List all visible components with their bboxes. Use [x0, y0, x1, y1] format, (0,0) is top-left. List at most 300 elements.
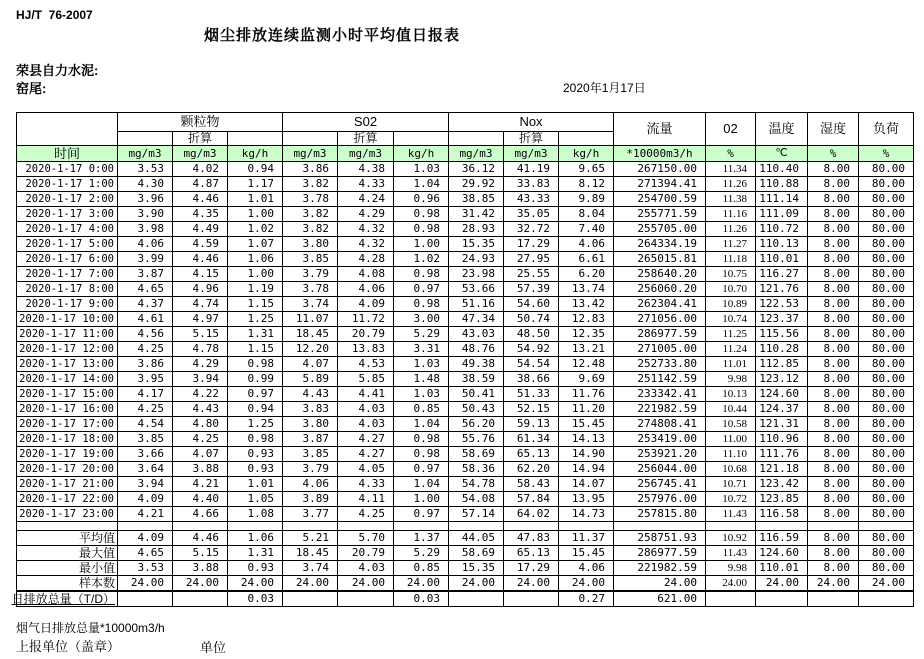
- value-cell: 116.59: [756, 531, 808, 546]
- report-title: 烟尘排放连续监测小时平均值日报表: [204, 27, 461, 44]
- value-cell: 14.13: [559, 432, 614, 447]
- value-cell: 32.72: [504, 222, 559, 237]
- value-cell: 80.00: [859, 387, 914, 402]
- value-cell: 1.00: [394, 492, 449, 507]
- unit-cell: mg/m3: [173, 146, 228, 162]
- value-cell: 4.54: [118, 417, 173, 432]
- value-cell: 3.94: [118, 477, 173, 492]
- value-cell: 80.00: [859, 192, 914, 207]
- value-cell: 0.97: [394, 462, 449, 477]
- value-cell: 4.25: [118, 342, 173, 357]
- value-cell: 4.29: [173, 357, 228, 372]
- data-row: [17, 327, 914, 342]
- value-cell: 1.25: [228, 417, 283, 432]
- value-cell: 1.05: [228, 492, 283, 507]
- value-cell: 4.65: [118, 546, 173, 561]
- value-cell: 31.42: [449, 207, 504, 222]
- col-humidity: 湿度: [808, 113, 859, 146]
- value-cell: 80.00: [859, 432, 914, 447]
- data-row: [17, 507, 914, 522]
- value-cell: 0.27: [559, 591, 614, 607]
- time-cell: 2020-1-17 2:00: [17, 192, 118, 207]
- value-cell: 11.00: [706, 432, 756, 447]
- time-cell: 2020-1-17 19:00: [17, 447, 118, 462]
- value-cell: 11.34: [706, 162, 756, 177]
- value-cell: 50.74: [504, 312, 559, 327]
- value-cell: 36.12: [449, 162, 504, 177]
- value-cell: 10.44: [706, 402, 756, 417]
- value-cell: 24.93: [449, 252, 504, 267]
- value-cell: 4.08: [338, 267, 394, 282]
- col-o2: 02: [706, 113, 756, 146]
- value-cell: 24.00: [394, 576, 449, 592]
- value-cell: 8.00: [808, 267, 859, 282]
- value-cell: 48.76: [449, 342, 504, 357]
- value-cell: 4.33: [338, 177, 394, 192]
- value-cell: 110.88: [756, 177, 808, 192]
- empty-cell: [283, 522, 338, 531]
- value-cell: 10.75: [706, 267, 756, 282]
- value-cell: 10.72: [706, 492, 756, 507]
- value-cell: 4.09: [118, 492, 173, 507]
- value-cell: 123.12: [756, 372, 808, 387]
- value-cell: 4.32: [338, 237, 394, 252]
- value-cell: 58.69: [449, 546, 504, 561]
- value-cell: 0.03: [394, 591, 449, 607]
- group-particulate: 颗粒物: [118, 113, 283, 132]
- header-group-row: [17, 113, 914, 132]
- value-cell: 5.89: [283, 372, 338, 387]
- value-cell: 4.21: [173, 477, 228, 492]
- value-cell: 35.05: [504, 207, 559, 222]
- value-cell: 8.00: [808, 342, 859, 357]
- time-cell: 2020-1-17 9:00: [17, 297, 118, 312]
- value-cell: 221982.59: [614, 402, 706, 417]
- value-cell: 3.64: [118, 462, 173, 477]
- data-row: [17, 402, 914, 417]
- value-cell: 123.85: [756, 492, 808, 507]
- value-cell: 256745.41: [614, 477, 706, 492]
- value-cell: 1.06: [228, 252, 283, 267]
- value-cell: 4.21: [118, 507, 173, 522]
- value-cell: 80.00: [859, 402, 914, 417]
- value-cell: 4.29: [338, 207, 394, 222]
- value-cell: [808, 591, 859, 607]
- value-cell: 1.15: [228, 297, 283, 312]
- value-cell: 54.92: [504, 342, 559, 357]
- value-cell: 4.35: [173, 207, 228, 222]
- value-cell: 3.88: [173, 561, 228, 576]
- value-cell: 3.80: [283, 237, 338, 252]
- value-cell: 110.96: [756, 432, 808, 447]
- value-cell: 18.45: [283, 546, 338, 561]
- value-cell: 1.06: [228, 531, 283, 546]
- value-cell: 61.34: [504, 432, 559, 447]
- value-cell: 50.41: [449, 387, 504, 402]
- value-cell: 80.00: [859, 477, 914, 492]
- value-cell: 14.94: [559, 462, 614, 477]
- value-cell: 4.53: [338, 357, 394, 372]
- value-cell: 4.25: [338, 507, 394, 522]
- value-cell: 11.20: [559, 402, 614, 417]
- empty-cell: [228, 522, 283, 531]
- time-cell: 2020-1-17 21:00: [17, 477, 118, 492]
- blank-row: [17, 522, 914, 531]
- value-cell: 3.82: [283, 222, 338, 237]
- value-cell: 4.46: [173, 192, 228, 207]
- time-cell: 2020-1-17 20:00: [17, 462, 118, 477]
- value-cell: 4.32: [338, 222, 394, 237]
- value-cell: 124.60: [756, 546, 808, 561]
- converted-label: 折算: [173, 132, 228, 146]
- value-cell: 0.98: [394, 432, 449, 447]
- value-cell: 4.33: [338, 477, 394, 492]
- value-cell: 11.38: [706, 192, 756, 207]
- value-cell: 3.88: [173, 462, 228, 477]
- value-cell: 0.98: [394, 447, 449, 462]
- value-cell: 13.74: [559, 282, 614, 297]
- value-cell: 110.40: [756, 162, 808, 177]
- value-cell: 80.00: [859, 342, 914, 357]
- value-cell: 62.20: [504, 462, 559, 477]
- value-cell: [173, 591, 228, 607]
- value-cell: 20.79: [338, 546, 394, 561]
- value-cell: 123.37: [756, 312, 808, 327]
- value-cell: 0.98: [394, 207, 449, 222]
- value-cell: 0.98: [394, 267, 449, 282]
- value-cell: 65.13: [504, 447, 559, 462]
- unit-cell: mg/m3: [449, 146, 504, 162]
- value-cell: 9.89: [559, 192, 614, 207]
- value-cell: 264334.19: [614, 237, 706, 252]
- summary-label: 最大值: [17, 546, 118, 561]
- value-cell: 3.85: [283, 447, 338, 462]
- value-cell: 258751.93: [614, 531, 706, 546]
- data-row: [17, 237, 914, 252]
- value-cell: 253419.00: [614, 432, 706, 447]
- value-cell: 3.87: [118, 267, 173, 282]
- value-cell: 4.06: [559, 237, 614, 252]
- data-row: [17, 282, 914, 297]
- value-cell: 10.13: [706, 387, 756, 402]
- value-cell: 3.94: [173, 372, 228, 387]
- value-cell: 3.53: [118, 162, 173, 177]
- value-cell: 262304.41: [614, 297, 706, 312]
- value-cell: 12.48: [559, 357, 614, 372]
- value-cell: 80.00: [859, 546, 914, 561]
- time-cell: 2020-1-17 5:00: [17, 237, 118, 252]
- data-row: [17, 312, 914, 327]
- value-cell: 271056.00: [614, 312, 706, 327]
- time-cell: 2020-1-17 16:00: [17, 402, 118, 417]
- data-row: [17, 387, 914, 402]
- value-cell: 14.73: [559, 507, 614, 522]
- value-cell: 13.21: [559, 342, 614, 357]
- value-cell: 6.20: [559, 267, 614, 282]
- value-cell: 4.30: [118, 177, 173, 192]
- value-cell: 8.00: [808, 312, 859, 327]
- value-cell: 3.90: [118, 207, 173, 222]
- value-cell: 58.69: [449, 447, 504, 462]
- unit-label: 单位: [200, 640, 227, 655]
- value-cell: 3.00: [394, 312, 449, 327]
- value-cell: 1.04: [394, 417, 449, 432]
- value-cell: 8.00: [808, 177, 859, 192]
- value-cell: 8.00: [808, 372, 859, 387]
- data-row: [17, 447, 914, 462]
- empty-cell: [756, 522, 808, 531]
- value-cell: 54.60: [504, 297, 559, 312]
- summary-row: [17, 546, 914, 561]
- value-cell: 0.94: [228, 402, 283, 417]
- value-cell: 52.15: [504, 402, 559, 417]
- value-cell: 1.31: [228, 327, 283, 342]
- value-cell: 4.03: [338, 402, 394, 417]
- value-cell: 7.40: [559, 222, 614, 237]
- data-row: [17, 222, 914, 237]
- value-cell: 8.00: [808, 561, 859, 576]
- value-cell: 3.87: [283, 432, 338, 447]
- value-cell: 1.25: [228, 312, 283, 327]
- value-cell: 3.86: [283, 162, 338, 177]
- value-cell: 110.01: [756, 561, 808, 576]
- value-cell: 24.00: [859, 576, 914, 592]
- daily-total-label-text: 日排放总量（T/D）: [11, 592, 115, 606]
- value-cell: 4.07: [173, 447, 228, 462]
- value-cell: 11.72: [338, 312, 394, 327]
- time-cell: 2020-1-17 11:00: [17, 327, 118, 342]
- value-cell: 8.00: [808, 402, 859, 417]
- value-cell: 4.09: [118, 531, 173, 546]
- value-cell: 0.98: [228, 432, 283, 447]
- value-cell: 38.66: [504, 372, 559, 387]
- data-row: [17, 177, 914, 192]
- empty-cell: [394, 132, 449, 146]
- value-cell: 80.00: [859, 561, 914, 576]
- empty-cell: [17, 522, 118, 531]
- value-cell: 110.72: [756, 222, 808, 237]
- value-cell: 4.11: [338, 492, 394, 507]
- empty-cell: [394, 522, 449, 531]
- data-row: [17, 207, 914, 222]
- value-cell: 9.98: [706, 372, 756, 387]
- empty-cell: [228, 132, 283, 146]
- value-cell: 258640.20: [614, 267, 706, 282]
- value-cell: 5.29: [394, 546, 449, 561]
- value-cell: 621.00: [614, 591, 706, 607]
- value-cell: 123.42: [756, 477, 808, 492]
- value-cell: 110.01: [756, 252, 808, 267]
- time-cell: 2020-1-17 17:00: [17, 417, 118, 432]
- value-cell: 8.00: [808, 207, 859, 222]
- value-cell: 3.74: [283, 561, 338, 576]
- empty-cell: [808, 522, 859, 531]
- value-cell: 1.19: [228, 282, 283, 297]
- value-cell: 0.03: [228, 591, 283, 607]
- value-cell: 8.00: [808, 546, 859, 561]
- value-cell: 11.10: [706, 447, 756, 462]
- value-cell: 3.66: [118, 447, 173, 462]
- summary-row: [17, 561, 914, 576]
- value-cell: 8.00: [808, 387, 859, 402]
- data-row: [17, 252, 914, 267]
- value-cell: 1.37: [394, 531, 449, 546]
- value-cell: 64.02: [504, 507, 559, 522]
- value-cell: 4.06: [338, 282, 394, 297]
- value-cell: [859, 591, 914, 607]
- value-cell: 0.97: [394, 282, 449, 297]
- value-cell: 8.00: [808, 417, 859, 432]
- value-cell: [283, 591, 338, 607]
- value-cell: 5.70: [338, 531, 394, 546]
- value-cell: 11.26: [706, 177, 756, 192]
- value-cell: 3.99: [118, 252, 173, 267]
- value-cell: 4.09: [338, 297, 394, 312]
- value-cell: 1.15: [228, 342, 283, 357]
- data-row: [17, 267, 914, 282]
- value-cell: 256044.00: [614, 462, 706, 477]
- value-cell: 4.43: [173, 402, 228, 417]
- value-cell: 116.27: [756, 267, 808, 282]
- value-cell: 0.98: [394, 222, 449, 237]
- value-cell: 3.53: [118, 561, 173, 576]
- unit-cell: kg/h: [228, 146, 283, 162]
- value-cell: 10.58: [706, 417, 756, 432]
- value-cell: 4.17: [118, 387, 173, 402]
- data-row: [17, 492, 914, 507]
- value-cell: 8.04: [559, 207, 614, 222]
- summary-row: [17, 576, 914, 592]
- value-cell: 17.29: [504, 237, 559, 252]
- value-cell: 11.26: [706, 222, 756, 237]
- value-cell: 49.38: [449, 357, 504, 372]
- value-cell: 56.20: [449, 417, 504, 432]
- value-cell: 24.00: [449, 576, 504, 592]
- value-cell: 5.29: [394, 327, 449, 342]
- time-cell: 2020-1-17 12:00: [17, 342, 118, 357]
- value-cell: 17.29: [504, 561, 559, 576]
- value-cell: 24.00: [228, 576, 283, 592]
- empty-cell: [559, 132, 614, 146]
- value-cell: 59.13: [504, 417, 559, 432]
- value-cell: 0.99: [228, 372, 283, 387]
- value-cell: 3.82: [283, 207, 338, 222]
- value-cell: 8.00: [808, 297, 859, 312]
- empty-cell: [338, 522, 394, 531]
- value-cell: 24.00: [283, 576, 338, 592]
- data-row: [17, 432, 914, 447]
- value-cell: 41.19: [504, 162, 559, 177]
- value-cell: 80.00: [859, 531, 914, 546]
- data-row: [17, 297, 914, 312]
- value-cell: 8.00: [808, 327, 859, 342]
- value-cell: 0.96: [394, 192, 449, 207]
- value-cell: 4.87: [173, 177, 228, 192]
- value-cell: 3.85: [118, 432, 173, 447]
- value-cell: 0.94: [228, 162, 283, 177]
- value-cell: 11.43: [706, 507, 756, 522]
- data-row: [17, 162, 914, 177]
- unit-cell: *10000m3/h: [614, 146, 706, 162]
- value-cell: 20.79: [338, 327, 394, 342]
- value-cell: 3.82: [283, 177, 338, 192]
- value-cell: 4.06: [283, 477, 338, 492]
- value-cell: 4.74: [173, 297, 228, 312]
- value-cell: 1.02: [228, 222, 283, 237]
- value-cell: 4.25: [173, 432, 228, 447]
- value-cell: 3.78: [283, 192, 338, 207]
- value-cell: 57.39: [504, 282, 559, 297]
- value-cell: 4.46: [173, 252, 228, 267]
- value-cell: 1.00: [228, 207, 283, 222]
- value-cell: 256060.20: [614, 282, 706, 297]
- value-cell: 15.45: [559, 546, 614, 561]
- table-body: [11, 162, 914, 607]
- value-cell: 3.79: [283, 267, 338, 282]
- value-cell: 4.05: [338, 462, 394, 477]
- value-cell: 1.17: [228, 177, 283, 192]
- value-cell: 4.25: [118, 402, 173, 417]
- value-cell: 8.00: [808, 531, 859, 546]
- value-cell: 80.00: [859, 357, 914, 372]
- value-cell: 3.79: [283, 462, 338, 477]
- value-cell: 47.34: [449, 312, 504, 327]
- time-cell: 2020-1-17 15:00: [17, 387, 118, 402]
- value-cell: 3.86: [118, 357, 173, 372]
- monitoring-site: 窑尾:: [16, 81, 47, 96]
- value-cell: 255771.59: [614, 207, 706, 222]
- value-cell: 4.06: [559, 561, 614, 576]
- value-cell: 24.00: [173, 576, 228, 592]
- corner-cell: [17, 113, 118, 146]
- value-cell: 271394.41: [614, 177, 706, 192]
- value-cell: [338, 591, 394, 607]
- value-cell: 8.00: [808, 192, 859, 207]
- value-cell: 24.00: [338, 576, 394, 592]
- value-cell: 55.76: [449, 432, 504, 447]
- value-cell: 4.38: [338, 162, 394, 177]
- value-cell: 4.03: [338, 417, 394, 432]
- time-cell: 2020-1-17 4:00: [17, 222, 118, 237]
- time-header: 时间: [17, 146, 118, 162]
- value-cell: 80.00: [859, 282, 914, 297]
- empty-cell: [118, 522, 173, 531]
- value-cell: 1.00: [394, 237, 449, 252]
- value-cell: 65.13: [504, 546, 559, 561]
- value-cell: 10.68: [706, 462, 756, 477]
- time-cell: 2020-1-17 23:00: [17, 507, 118, 522]
- value-cell: 4.28: [338, 252, 394, 267]
- value-cell: 1.04: [394, 477, 449, 492]
- value-cell: 4.40: [173, 492, 228, 507]
- value-cell: 4.43: [283, 387, 338, 402]
- value-cell: 274808.41: [614, 417, 706, 432]
- value-cell: 80.00: [859, 507, 914, 522]
- value-cell: 80.00: [859, 372, 914, 387]
- empty-cell: [449, 132, 504, 146]
- value-cell: 3.98: [118, 222, 173, 237]
- value-cell: 1.31: [228, 546, 283, 561]
- unit-cell: mg/m3: [118, 146, 173, 162]
- value-cell: 1.03: [394, 357, 449, 372]
- value-cell: 5.15: [173, 546, 228, 561]
- value-cell: 0.97: [394, 507, 449, 522]
- value-cell: 1.00: [228, 267, 283, 282]
- value-cell: 80.00: [859, 447, 914, 462]
- value-cell: 3.83: [283, 402, 338, 417]
- value-cell: 1.03: [394, 162, 449, 177]
- empty-cell: [118, 132, 173, 146]
